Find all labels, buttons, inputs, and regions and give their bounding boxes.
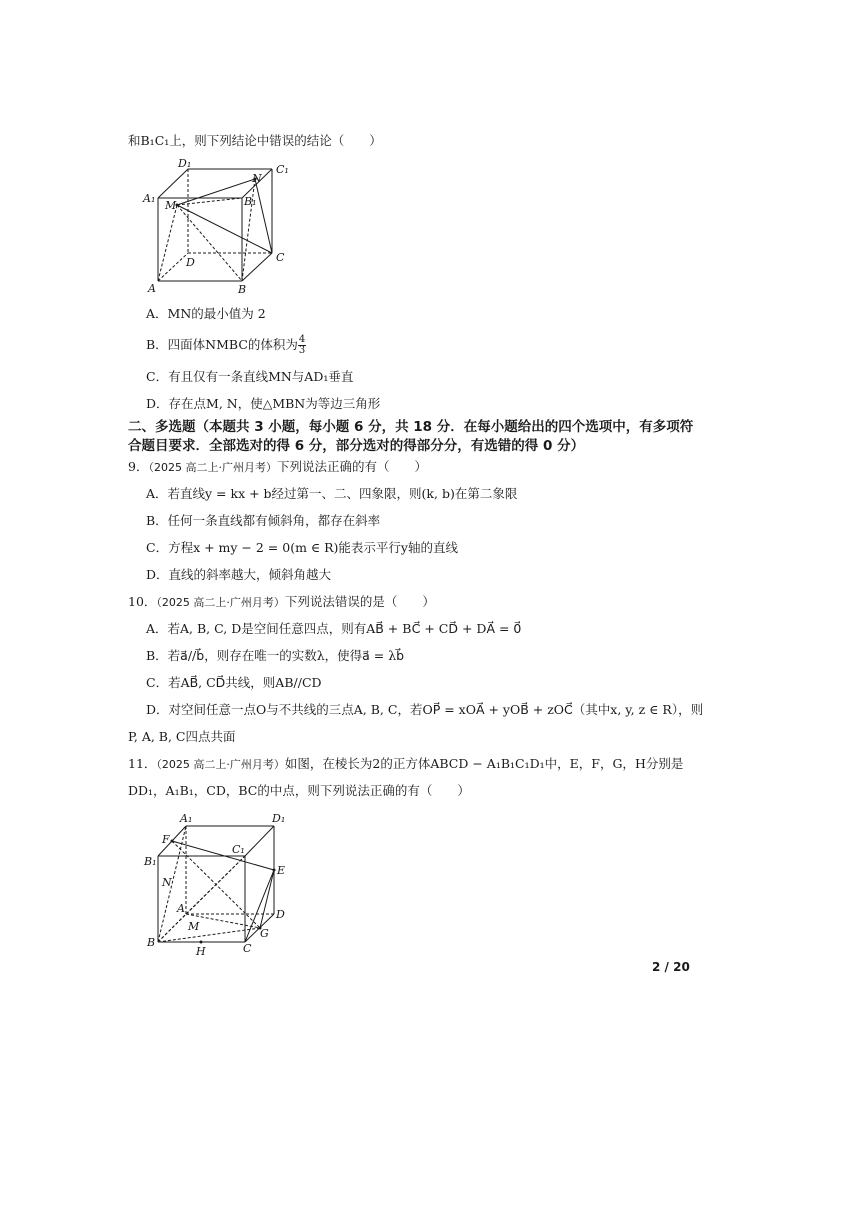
q11-number: 11． — [128, 756, 157, 771]
label-b1: B₁ — [144, 855, 157, 868]
fraction: $\frac{4}{3}$ — [298, 334, 306, 356]
q8-option-d: D．存在点M, N，使△MBN为等边三角形 — [146, 396, 381, 411]
label-e: E — [277, 864, 286, 877]
q8-option-b — [146, 335, 306, 356]
question-8-cube-figure — [138, 155, 298, 297]
q11-stem — [128, 755, 683, 774]
label-c1: C₁ — [232, 843, 245, 856]
section-heading-line1: 二、多选题（本题共 3 小题，每小题 6 分，共 18 分．在每小题给出的四个选项中，有多项符 — [128, 419, 694, 435]
label-d: D — [276, 908, 285, 921]
q11-stem-line2: DD₁，A₁B₁，CD，BC的中点，则下列说法正确的有（ ） — [128, 783, 470, 798]
label-b1: B₁ — [244, 195, 257, 208]
label-m: M — [188, 920, 200, 933]
label-n: N — [252, 172, 262, 185]
label-c: C — [243, 942, 252, 955]
q10-stem — [128, 593, 435, 612]
q9-stem — [128, 458, 427, 477]
q8-option-a: A．MN的最小值为 2 — [146, 306, 266, 321]
q10-source: （2025 高二上·广州月考） — [156, 596, 285, 609]
label-b: B — [147, 936, 156, 949]
q9-number: 9． — [128, 459, 149, 474]
label-d1: D₁ — [272, 812, 286, 825]
q10-number: 10． — [128, 594, 157, 609]
label-d1: D₁ — [178, 157, 192, 170]
q9-option-a: A．若直线y = kx + b经过第一、二、四象限，则(k, b)在第二象限 — [146, 486, 518, 501]
label-m: M — [165, 199, 177, 212]
label-f: F — [162, 833, 170, 846]
q9-stem-text: 下列说法正确的有（ ） — [276, 459, 427, 474]
label-a: A — [148, 282, 156, 295]
q9-option-d: D．直线的斜率越大，倾斜角越大 — [146, 567, 332, 582]
label-a: A — [177, 902, 185, 915]
q8-option-c: C．有且仅有一条直线MN与AD₁垂直 — [146, 369, 354, 384]
label-b: B — [238, 283, 247, 296]
label-a1: A₁ — [143, 192, 156, 205]
q9-option-c: C．方程x + my − 2 = 0(m ∈ R)能表示平行y轴的直线 — [146, 540, 458, 555]
q10-option-c: C．若AB⃗, CD⃗共线，则AB//CD — [146, 675, 322, 690]
q9-option-b: B．任何一条直线都有倾斜角，都存在斜率 — [146, 513, 381, 528]
q11-stem-text: 如图，在棱长为2的正方体ABCD − A₁B₁C₁D₁中，E，F，G，H分别是 — [284, 756, 684, 771]
question-11-cube-figure — [140, 808, 300, 958]
q10-stem-text: 下列说法错误的是（ ） — [284, 594, 435, 609]
q10-option-b: B．若a⃗//b⃗，则存在唯一的实数λ，使得a⃗ = λb⃗ — [146, 648, 405, 663]
question-8-stem-continuation: 和B₁C₁上，则下列结论中错误的结论（ ） — [128, 133, 382, 148]
page-number: 2 / 20 — [652, 960, 690, 974]
label-h: H — [196, 945, 206, 958]
label-n: N — [162, 876, 172, 889]
label-c1: C₁ — [276, 163, 289, 176]
q10-option-d-line2: P, A, B, C四点共面 — [128, 729, 236, 744]
section-heading-line2: 合题目要求．全部选对的得 6 分，部分选对的得部分分，有选错的得 0 分） — [128, 438, 585, 454]
q11-source: （2025 高二上·广州月考） — [156, 758, 285, 771]
q8-option-b-text: B．四面体NMBC的体积为 — [146, 337, 298, 352]
q10-option-d-line1: D．对空间任意一点O与不共线的三点A, B, C，若OP⃗ = xOA⃗ + yOB⃗ + zOC⃗（其中x, y, z ∈ R），则 — [146, 702, 704, 717]
q10-option-a: A．若A, B, C, D是空间任意四点，则有AB⃗ + BC⃗ + CD⃗ + DA⃗ = 0⃗ — [146, 621, 522, 636]
label-g: G — [260, 927, 269, 940]
label-c: C — [276, 251, 285, 264]
label-a1: A₁ — [180, 812, 193, 825]
q9-source: （2025 高二上·广州月考） — [148, 461, 277, 474]
label-d: D — [186, 256, 195, 269]
